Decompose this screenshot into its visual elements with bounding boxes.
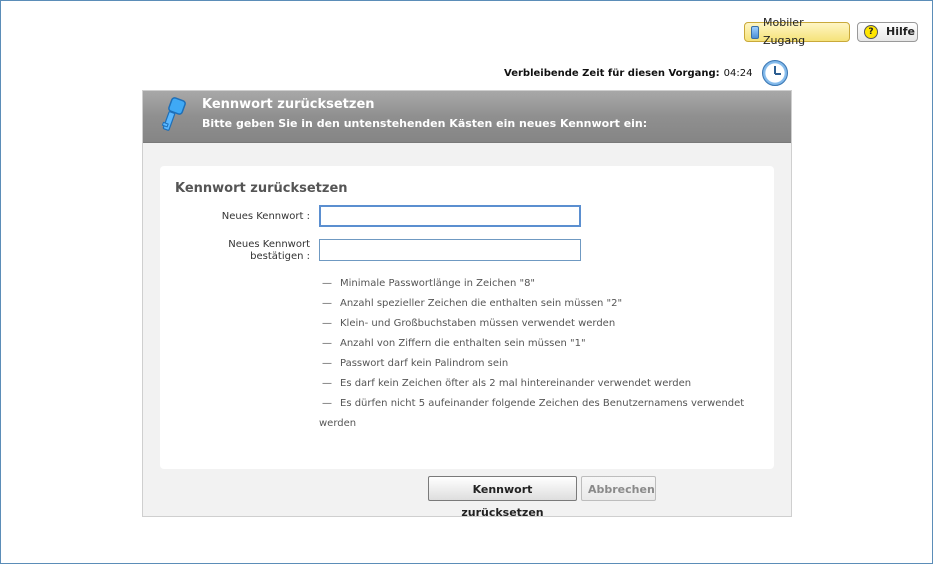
rule-marker: — (322, 398, 332, 409)
phone-icon (751, 26, 759, 39)
confirm-password-input[interactable] (319, 239, 581, 261)
session-timer (504, 68, 753, 79)
rule-text: Es darf kein Zeichen öfter als 2 mal hintereinander verwendet werden (340, 378, 692, 389)
new-password-label: Neues Kennwort : (221, 211, 310, 222)
panel-header (143, 91, 791, 143)
cancel-button[interactable]: Abbrechen (581, 476, 656, 501)
rule-marker: — (322, 358, 332, 369)
rule-text: Es dürfen nicht 5 aufeinander folgende Zeichen des Benutzernamens verwendet (340, 398, 745, 409)
rule-text: Klein- und Großbuchstaben müssen verwendet werden (340, 318, 616, 329)
rule-text: Passwort darf kein Palindrom sein (340, 358, 509, 369)
rule-marker: — (322, 318, 332, 329)
rule-text: Minimale Passwortlänge in Zeichen "8" (340, 278, 536, 289)
clock-icon (762, 60, 788, 86)
rule-item (319, 298, 759, 318)
rule-item (319, 378, 759, 398)
reset-password-panel (142, 90, 792, 517)
rule-item (319, 338, 759, 358)
form-title: Kennwort zurücksetzen (175, 181, 348, 196)
question-icon: ? (864, 25, 878, 39)
rule-item (319, 398, 759, 418)
reset-password-button[interactable]: Kennwort zurücksetzen (428, 476, 577, 501)
form-card (160, 166, 774, 469)
help-label: Hilfe (886, 25, 915, 38)
rule-item (319, 358, 759, 378)
rule-text: Anzahl von Ziffern die enthalten sein müssen "1" (340, 338, 586, 349)
rule-marker: — (322, 278, 332, 289)
password-rules-list (319, 278, 759, 438)
confirm-label-line1: Neues Kennwort (228, 239, 310, 250)
key-icon (161, 97, 191, 135)
timer-value: 04:24 (723, 68, 753, 79)
rule-text: Anzahl spezieller Zeichen die enthalten sein müssen "2" (340, 298, 623, 309)
confirm-password-label (228, 239, 310, 263)
new-password-input[interactable] (319, 205, 581, 227)
timer-label: Verbleibende Zeit für diesen Vorgang: (504, 68, 720, 79)
rule-marker: — (322, 378, 332, 389)
header-subtitle: Bitte geben Sie in den untenstehenden Kästen ein neues Kennwort ein: (202, 117, 648, 130)
mobile-access-label: Mobiler Zugang (762, 16, 806, 47)
confirm-label-line2: bestätigen : (250, 251, 310, 262)
rule-marker: — (322, 298, 332, 309)
header-title: Kennwort zurücksetzen (202, 97, 375, 112)
help-button[interactable] (857, 22, 918, 42)
rule-item (319, 278, 759, 298)
rule-marker: — (322, 338, 332, 349)
mobile-access-button[interactable] (744, 16, 850, 47)
rule-item (319, 318, 759, 338)
rule-continuation: werden (319, 418, 357, 429)
